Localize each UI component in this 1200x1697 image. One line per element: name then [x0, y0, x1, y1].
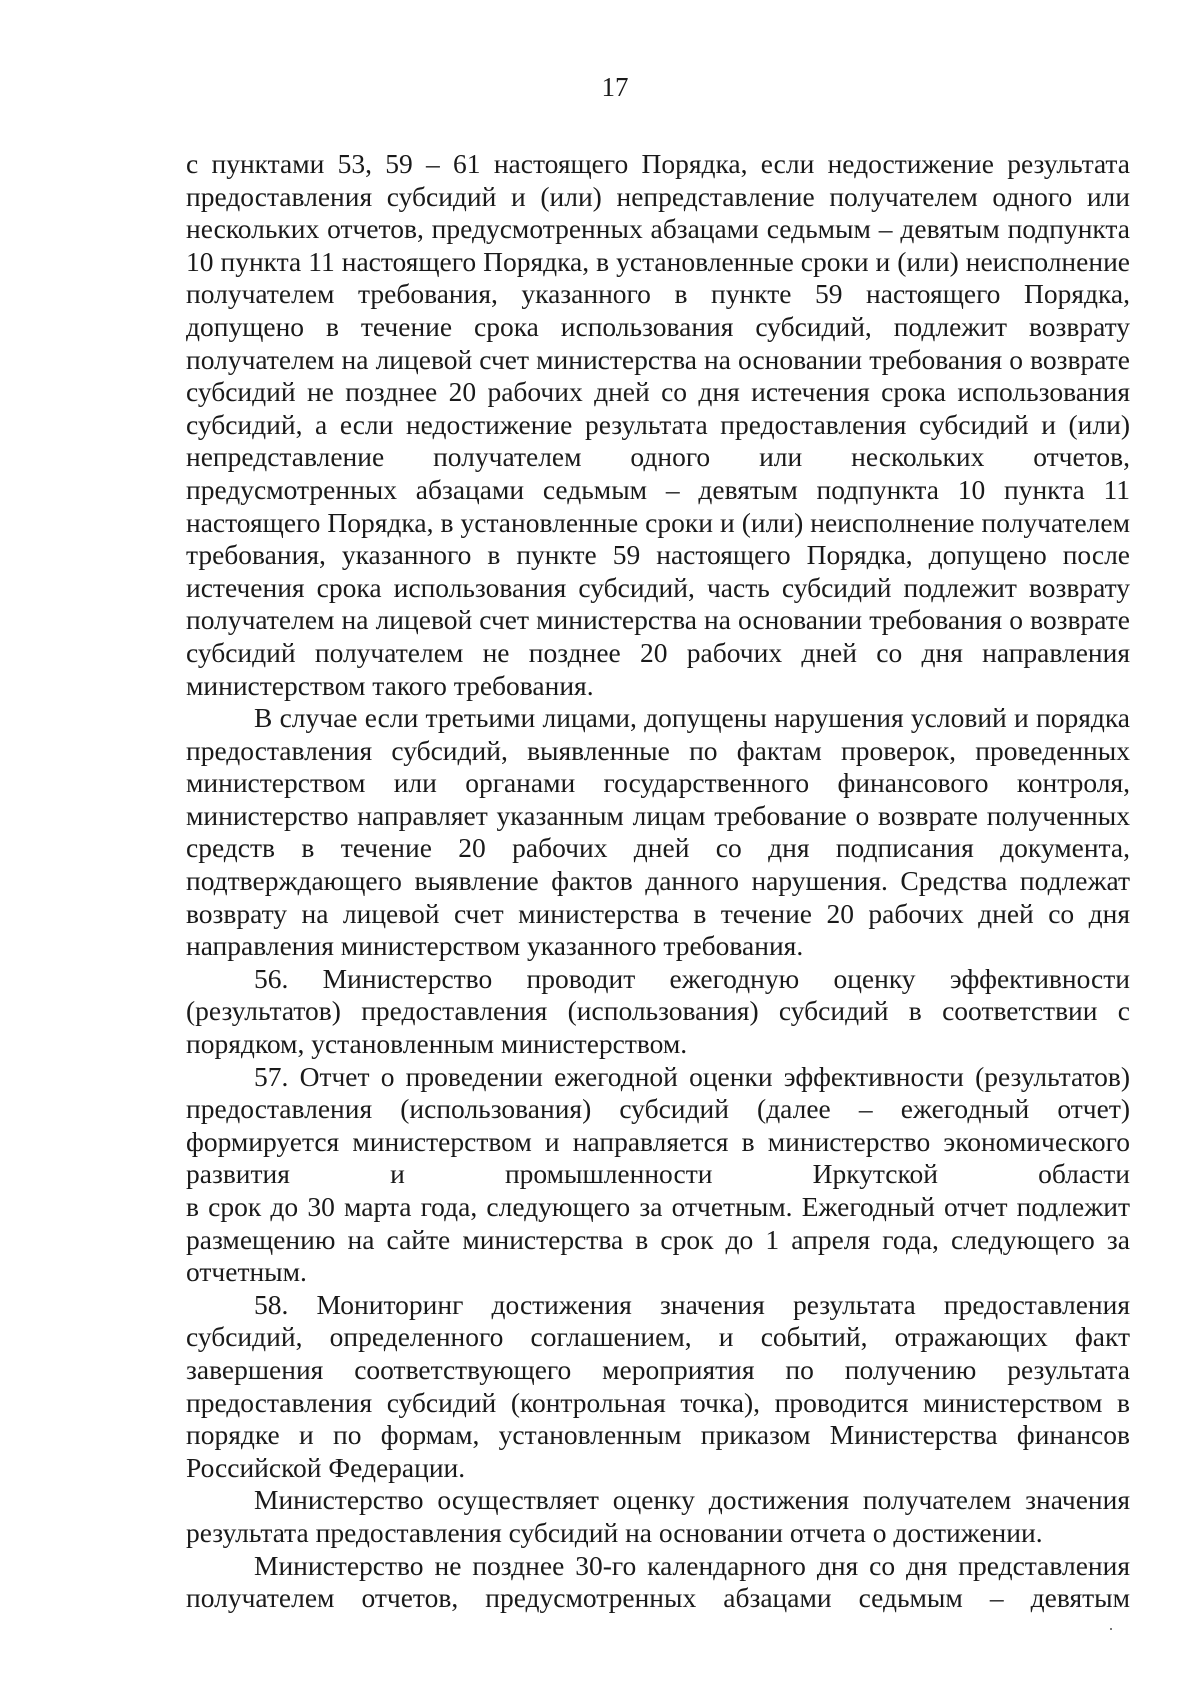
paragraph-58: 58. Мониторинг достижения значения результата предоставления субсидий, определенного соглашением, и событий, отражающих факт завершения соответствующего мероприятия по получению результата предоставления субсидий (контрольная точка), проводится министерством в порядке и по формам, установленным приказом Министерства финансов Российской Федерации.	[186, 1288, 1130, 1483]
scan-speck	[1110, 1628, 1112, 1630]
page-number: 17	[601, 72, 629, 102]
paragraph-57-continuation: в срок до 30 марта года, следующего за отчетным. Ежегодный отчет подлежит размещению на сайте министерства в срок до 1 апреля года, следующего за отчетным.	[186, 1191, 1130, 1288]
paragraph-57: 57. Отчет о проведении ежегодной оценки эффективности (результатов) предоставления (использования) субсидий (далее – ежегодный отчет) формируется министерством и направляется в министерство экономического развития и промышленности Иркутской области	[186, 1060, 1130, 1190]
paragraph-third-parties: В случае если третьими лицами, допущены нарушения условий и порядка предоставления субсидий, выявленные по фактам проверок, проведенных министерством или органами государственного финансового контроля, министерство направляет указанным лицам требование о возврате полученных средств в течение 20 рабочих дней со дня подписания документа, подтверждающего выявление фактов данного нарушения. Средства подлежат возврату на лицевой счет министерства в течение 20 рабочих дней со дня направления министерством указанного требования.	[186, 702, 1130, 962]
paragraph-deadline: Министерство не позднее 30-го календарного дня со дня представления получателем отчетов, предусмотренных абзацами седьмым – девятым	[186, 1549, 1130, 1614]
paragraph-assessment: Министерство осуществляет оценку достижения получателем значения результата предоставления субсидий на основании отчета о достижении.	[186, 1484, 1130, 1548]
paragraph-56: 56. Министерство проводит ежегодную оценку эффективности (результатов) предоставления (использования) субсидий в соответствии с порядком, установленным министерством.	[186, 962, 1130, 1060]
paragraph-continuation: с пунктами 53, 59 – 61 настоящего Порядка, если недостижение результата предоставления субсидий и (или) непредставление получателем одного или нескольких отчетов, предусмотренных абзацами седьмым – девятым подпункта 10 пункта 11 настоящего Порядка, в установленные сроки и (или) неисполнение получателем требования, указанного в пункте 59 настоящего Порядка, допущено в течение срока использования субсидий, подлежит возврату получателем на лицевой счет министерства на основании требования о возврате субсидий не позднее 20 рабочих дней со дня истечения срока использования субсидий, а если недостижение результата предоставления субсидий и (или) непредставление получателем одного или нескольких отчетов, предусмотренных абзацами седьмым – девятым подпункта 10 пункта 11 настоящего Порядка, в установленные сроки и (или) неисполнение получателем требования, указанного в пункте 59 настоящего Порядка, допущено после истечения срока использования субсидий, часть субсидий подлежит возврату получателем на лицевой счет министерства на основании требования о возврате субсидий получателем не позднее 20 рабочих дней со дня направления министерством такого требования.	[186, 148, 1130, 701]
document-body	[186, 148, 1130, 1615]
